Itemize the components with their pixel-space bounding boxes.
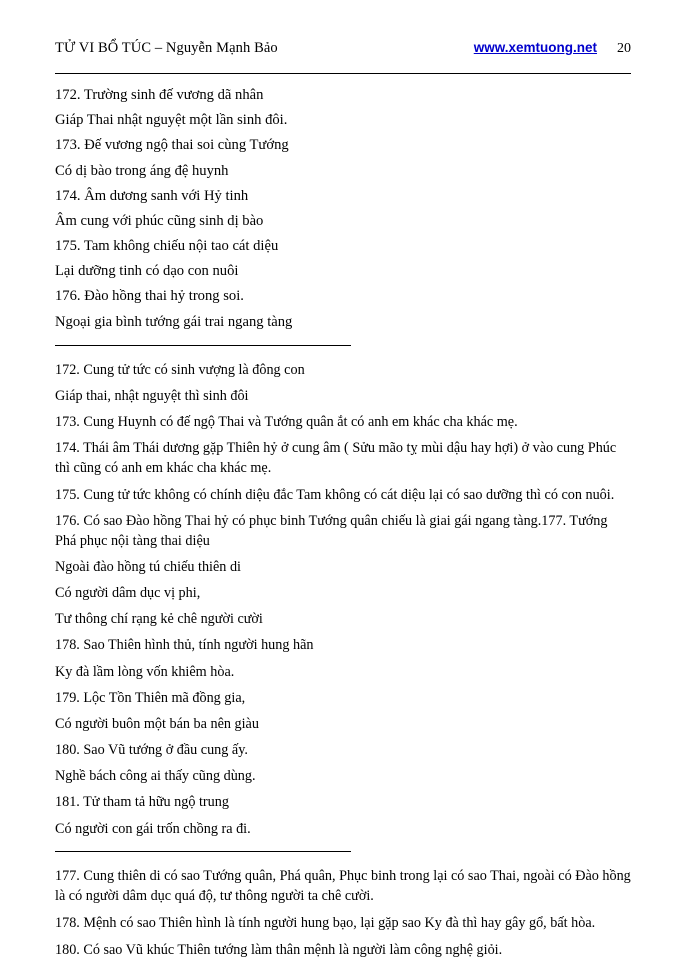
verse-line: Âm cung với phúc cũng sinh dị bào	[55, 212, 264, 229]
verse-line: 172. Trường sinh đế vương dã nhân	[55, 87, 264, 103]
commentary-line: Tư thông chí rạng kẻ chê người cười	[55, 611, 263, 628]
website-link[interactable]: www.xemtuong.net	[473, 40, 597, 55]
commentary-line: Có người dâm dục vị phi,	[55, 585, 201, 602]
note-line: 177. Cung thiên di có sao Tướng quân, Phá quân, Phục binh trong lại có sao Thai, ngoài có Đào hồng là có người dâm dục quá độ, tư thông người ta chê cười.	[55, 867, 631, 904]
commentary-line: Nghề bách công ai thấy cũng dùng.	[55, 768, 256, 785]
section-divider-2	[55, 851, 351, 852]
commentary-section	[55, 360, 631, 839]
header-right-group	[474, 40, 631, 57]
header-divider	[55, 73, 631, 74]
note-line: 180. Có sao Vũ khúc Thiên tướng làm thân mệnh là người làm công nghệ giỏi.	[55, 942, 503, 959]
section-divider-1	[55, 345, 351, 346]
verse-line: Lại dưỡng tinh có dạo con nuôi	[55, 263, 239, 280]
commentary-line: 180. Sao Vũ tướng ở đầu cung ấy.	[55, 742, 248, 759]
note-line: 178. Mệnh có sao Thiên hình là tính người hung bạo, lại gặp sao Ky đà thì hay gây gổ, bất hòa.	[55, 915, 596, 931]
commentary-line: 172. Cung tử tức có sinh vượng là đông con	[55, 361, 305, 378]
notes-section	[55, 866, 631, 961]
verse-line: 174. Âm dương sanh với Hỷ tinh	[55, 187, 249, 204]
verse-line: Giáp Thai nhật nguyệt một lần sinh đôi.	[55, 112, 288, 129]
verse-section	[55, 84, 631, 333]
verse-line: Ngoại gia bình tướng gái trai ngang tàng	[55, 313, 293, 330]
page-number: 20	[617, 41, 631, 56]
commentary-line: Ky đà lầm lòng vốn khiêm hòa.	[55, 663, 235, 680]
verse-line: 175. Tam không chiếu nội tao cát diệu	[55, 238, 279, 255]
commentary-line: Có người buôn một bán ba nên giàu	[55, 715, 259, 732]
commentary-line: 176. Có sao Đào hồng Thai hỷ có phục binh Tướng quân chiếu là giai gái ngang tàng.177. Tướng Phá phục nội tàng thai diệu	[55, 512, 608, 549]
commentary-line: 173. Cung Huynh có đế ngộ Thai và Tướng quân ắt có anh em khác cha khác mẹ.	[55, 414, 518, 431]
verse-line: 176. Đào hồng thai hỷ trong soi.	[55, 288, 244, 305]
book-title: TỬ VI BỔ TÚC – Nguyễn Mạnh Bảo	[55, 40, 278, 56]
verse-line: Có dị bào trong áng đệ huynh	[55, 162, 229, 179]
commentary-line: Có người con gái trốn chồng ra đi.	[55, 820, 251, 837]
commentary-line: 181. Tử tham tả hữu ngộ trung	[55, 794, 229, 811]
commentary-line: 178. Sao Thiên hình thủ, tính người hung hãn	[55, 637, 314, 654]
commentary-line: Giáp thai, nhật nguyệt thì sinh đôi	[55, 387, 249, 404]
commentary-line: Ngoài đào hồng tú chiếu thiên di	[55, 558, 241, 575]
page-header	[55, 40, 631, 57]
commentary-line: 175. Cung tử tức không có chính diệu đắc Tam không có cát diệu lại có sao dưỡng thì có con nuôi.	[55, 486, 615, 503]
commentary-line: 174. Thái âm Thái dương gặp Thiên hỷ ở cung âm ( Sửu mão tỵ mùi dậu hay hợi) ở vào cung Phúc thì cũng có anh em khác cha khác mẹ.	[55, 440, 617, 477]
verse-line: 173. Đế vương ngộ thai soi cùng Tướng	[55, 137, 289, 154]
commentary-line: 179. Lộc Tồn Thiên mã đồng gia,	[55, 689, 246, 706]
